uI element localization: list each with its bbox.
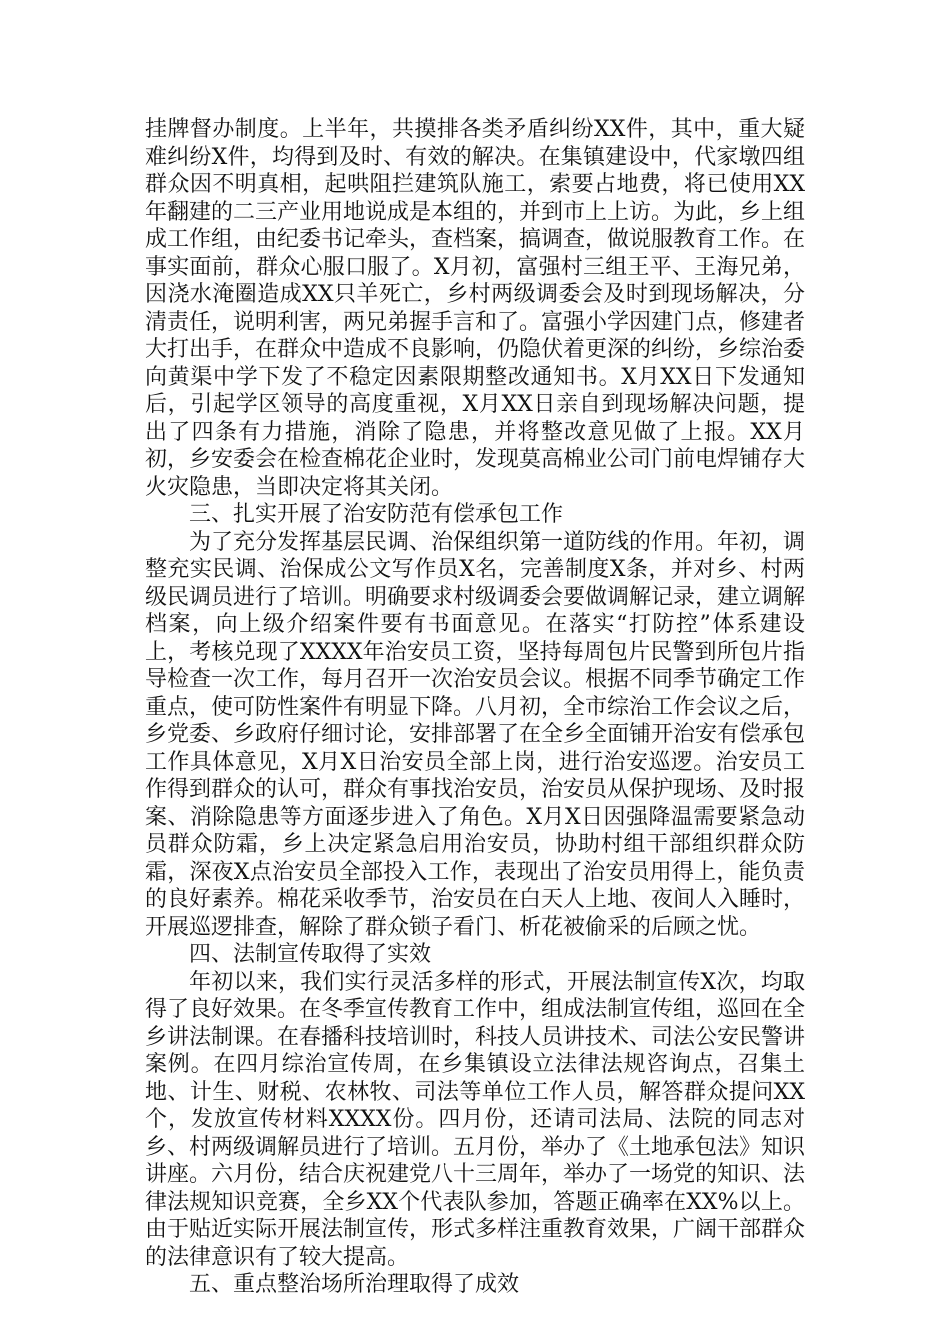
section-heading-four: 四、法制宣传取得了实效 [189,942,432,967]
section-heading-five: 五、重点整治场所治理取得了成效 [189,1272,520,1297]
paragraph-legal-publicity: 年初以来，我们实行灵活多样的形式，开展法制宣传X次，均取得了良好效果。在冬季宣传教育工作中，组成法制宣传组，巡回在全乡讲法制课。在春播科技培训时，科技人员讲技术、司法公安民警讲案例。在四月综治宣传周，在乡集镇设立法律法规咨询点，召集土地、计生、财税、农林牧、司法等单位工作人员，解答群众提问XX个，发放宣传材料XXXX份。四月份，还请司法局、法院的同志对乡、村两级调解员进行了培训。五月份，举办了《土地承包法》知识讲座。六月份，结合庆祝建党八十三周年，举办了一场党的知识、法律法规知识竞赛，全乡XX个代表队参加，答题正确率在XX%以上。由于贴近实际开展法制宣传，形式多样注重教育效果，广阔干部群众的法律意识有了较大提高。 [145,969,806,1270]
section-heading-three: 三、扎实开展了治安防范有偿承包工作 [189,502,564,527]
document-body [145,116,805,1299]
paragraph-continuation: 挂牌督办制度。上半年，共摸排各类矛盾纠纷XX件，其中，重大疑难纠纷X件，均得到及时、有效的解决。在集镇建设中，代家墩四组群众因不明真相，起哄阻拦建筑队施工，索要占地费，将已使用XX年翻建的二三产业用地说成是本组的，并到市上上访。为此，乡上组成工作组，由纪委书记牵头，查档案，搞调查，做说服教育工作。在事实面前，群众心服口服了。X月初，富强村三组王平、王海兄弟，因浇水淹圈造成XX只羊死亡，乡村两级调委会及时到现场解决，分清责任，说明利害，两兄弟握手言和了。富强小学因建门点，修建者大打出手，在群众中造成不良影响，仍隐伏着更深的纠纷，乡综治委向黄渠中学下发了不稳定因素限期整改通知书。X月XX日下发通知后，引起学区领导的高度重视，X月XX日亲自到现场解决问题，提出了四条有力措施，消除了隐患，并将整改意见做了上报。XX月初，乡安委会在检查棉花企业时，发现莫高棉业公司门前电焊铺存大火灾隐患，当即决定将其关闭。 [145,117,806,500]
paragraph-security-patrol: 为了充分发挥基层民调、治保组织第一道防线的作用。年初，调整充实民调、治保成公文写作员X名，完善制度X条，并对乡、村两级民调员进行了培训。明确要求村级调委会要做调解记录，建立调解档案，向上级介绍案件要有书面意见。在落实“打防控”体系建设上，考核兑现了XXXX年治安员工资，坚持每周包片民警到所包片指导检查一次工作，每月召开一次治安员会议。根据不同季节确定工作重点，使可防性案件有明显下降。八月初，全市综治工作会议之后，乡党委、乡政府仔细讨论，安排部署了在全乡全面铺开治安有偿承包工作具体意见，X月X日治安员全部上岗，进行治安巡逻。治安员工作得到群众的认可，群众有事找治安员，治安员从保护现场、及时报案、消除隐患等方面逐步进入了角色。X月X日因强降温需要紧急动员群众防霜，乡上决定紧急启用治安员，协助村组干部组织群众防霜，深夜X点治安员全部投入工作，表现出了治安员用得上，能负责的良好素养。棉花采收季节，治安员在白天人上地、夜间人入睡时，开展巡逻排查，解除了群众锁子看门、析花被偷采的后顾之忧。 [145,529,806,940]
